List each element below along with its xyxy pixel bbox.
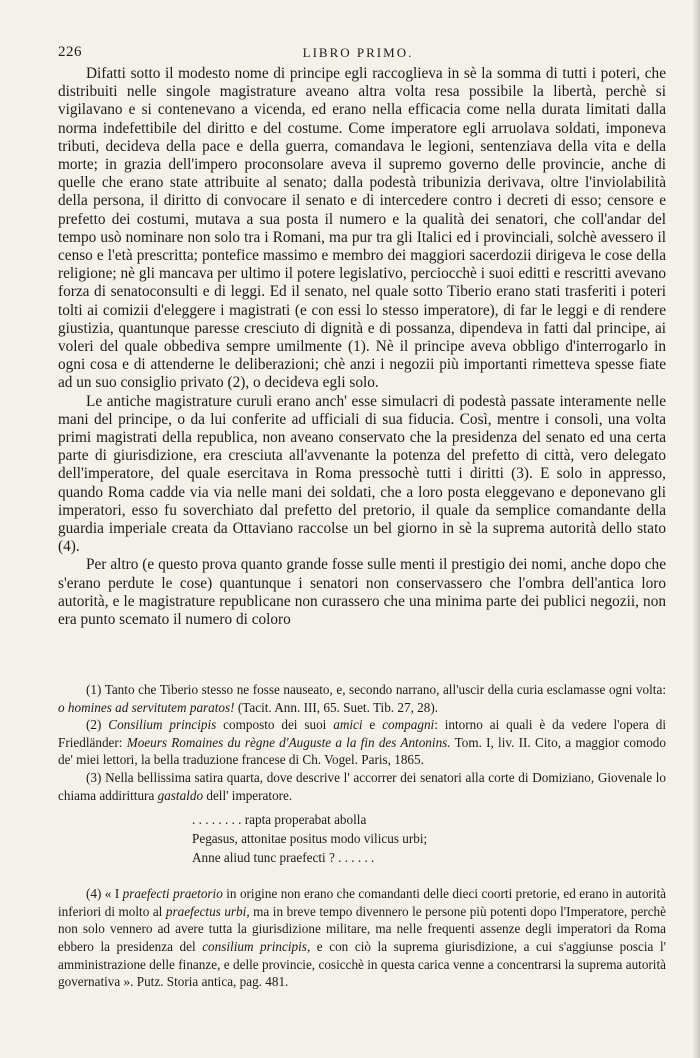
footnote-1 xyxy=(58,681,666,716)
page-header xyxy=(58,44,658,64)
verse-quote xyxy=(192,810,666,867)
footnote-2-book-title: Moeurs Romaines du règne d'Auguste a la fin des Antonins. xyxy=(126,734,451,750)
paragraph-2: Le antiche magistrature curuli erano anch' esse simulacri di podestà passate interamente nelle mani del principe, o da lui conferite ad ufficiali di sua fiducia. Così, mentre i consoli, una volta primi magistrati della republica, non aveano conservato che la presidenza del senato ed una certa parte di giurisdizione, era cresciuta all'avvenante la potenza del prefetto di città, vero delegato dell'imperatore, del quale esercitava in Roma pressochè tutti i diritti (3). E solo in appresso, quando Roma cadde via via nelle mani dei soldati, che a loro posta eleggevano e deponevano gli imperatori, esso fu soverchiato dal prefetto del pretorio, il quale da semplice comandante della guardia imperiale creata da Ottaviano raccolse un bel giorno in sè la suprema autorità dello stato (4). xyxy=(58,392,666,556)
footnote-2 xyxy=(58,716,666,769)
page-edge-shadow xyxy=(692,0,700,1058)
footnote-3 xyxy=(58,769,666,804)
page-number: 226 xyxy=(58,44,82,60)
footnote-1-citation: (Tacit. Ann. III, 65. Suet. Tib. 27, 28). xyxy=(234,699,439,715)
verse-line: . . . . . . . . rapta properabat abolla xyxy=(192,812,367,828)
footnote-2-term: compagni xyxy=(382,717,435,733)
footnote-3-term: gastaldo xyxy=(157,787,204,803)
footnote-4-text: (4) « I xyxy=(86,886,123,902)
footnote-2-text: composto dei suoi xyxy=(216,717,334,733)
footnote-4 xyxy=(58,885,666,991)
footnote-2-term: amici xyxy=(333,717,363,733)
footnote-1-quote: o homines ad servitutem paratos! xyxy=(58,699,235,715)
main-text xyxy=(58,65,666,629)
footnote-4-text: , ma in breve tempo divennero le persone più potenti dopo l'Imperatore, perchè non solo vennero ad avere tutta la giurisdizione militare, ma nelle frequenti assenze degli imperatori da Roma ebbero la presidenza del xyxy=(58,903,666,954)
footnote-4-term: consilium principis xyxy=(202,938,307,954)
footnote-2-term: Consilium principis xyxy=(108,717,217,733)
footnote-4-term: praefectus urbi xyxy=(165,903,247,919)
footnote-3-text: (3) Nella bellissima satira quarta, dove descrive l' accorrer dei senatori alla corte di Domiziano, Giovenale lo chiama addirittura xyxy=(58,769,666,803)
footnote-4-text: , e con ciò la suprema giurisdizione, a cui s'aggiunse poscia l' amministrazione delle finanze, e delle provincie, cosicchè in questa carica venne a concentrarsi la suprema autorità governativa ». Putz. Storia antica, pag. 481. xyxy=(58,938,666,990)
footnotes xyxy=(58,681,666,991)
verse-line: Anne aliud tunc praefecti ? . . . . . . xyxy=(192,850,375,866)
running-head: LIBRO PRIMO. xyxy=(302,45,414,60)
footnote-2-text: Tom. I, liv. II. Cito, a maggior comodo de' miei lettori, la bella traduzione francese di Ch. Vogel. Paris, 1865. xyxy=(58,734,666,768)
footnote-1-text: (1) Tanto che Tiberio stesso ne fosse nauseato, e, secondo narrano, all'uscir della curia esclamasse ogni volta: xyxy=(86,682,666,697)
footnote-2-text: : intorno ai quali è da vedere l'opera di Friedländer: xyxy=(58,717,666,750)
footnote-2-marker: (2) xyxy=(86,717,109,733)
footnote-3-text: dell' imperatore. xyxy=(203,787,293,803)
footnote-4-text: in origine non erano che comandanti delle dieci coorti pretorie, ed erano in autorità inferiori di molto al xyxy=(58,886,666,919)
verse-line: Pegasus, attonitae positus modo vilicus urbi; xyxy=(192,831,428,847)
footnote-4-term: praefecti praetorio xyxy=(122,886,223,902)
paragraph-1: Difatti sotto il modesto nome di principe egli raccoglieva in sè la somma di tutti i poteri, che distribuiti nelle singole magistrature aveano altra volta resa possibile la libertà, perchè si vigilavano e si contenevano a vicenda, ed erano nella efficacia come nella durata limitati dalla norma indefettibile del diritto e del costume. Come imperatore egli arruolava soldati, imponeva tributi, decideva della pace e della guerra, comandava le legioni, sentenziava della vita e della morte; in grazia dell'impero proconsolare aveva il supremo governo delle provincie, anche di quelle che erano state attribuite al senato; dalla podestà tribunizia derivava, oltre l'inviolabilità della persona, il diritto di convocare il senato e di intercedere contro i decreti di esso; censore e prefetto dei costumi, mutava a sua posta il numero e la qualità dei senatori, che coll'andar del tempo usò nominare non solo tra i Romani, ma pur tra gli Italici ed i provinciali, solchè avessero il censo e l'età prescritta; pontefice massimo e membro dei maggiori sacerdozii dirigeva le cose della religione; nè gli mancava per ultimo il potere legislativo, perciocchè i suoi editti e rescritti avevano forza di senatoconsulti e di leggi. Ed il senato, nel quale sotto Tiberio erano stati trasferiti i poteri tolti ai comizii d'eleggere i magistrati (e con essi lo stesso imperatore), di far le leggi e di rendere giustizia, quantunque paresse cresciuto di dignità e di possanza, dipendeva in fatti dal principe, ai voleri del quale obbediva sempre umilmente (1). Nè il principe aveva obbligo d'interrogarlo in ogni cosa e di attenderne le deliberazioni; chè anzi i negozii più importanti rimetteva spesse fiate ad un suo consiglio privato (2), o decideva egli solo. xyxy=(58,65,666,392)
footnote-2-text: e xyxy=(362,717,383,733)
paragraph-3: Per altro (e questo prova quanto grande fosse sulle menti il prestigio dei nomi, anche dopo che s'erano perdute le cose) quantunque i senatori non conservassero che l'ombra dell'antica loro autorità, e le magistrature republicane non curassero che una minima parte dei publici negozii, non era punto scemato il numero di coloro xyxy=(58,556,666,629)
